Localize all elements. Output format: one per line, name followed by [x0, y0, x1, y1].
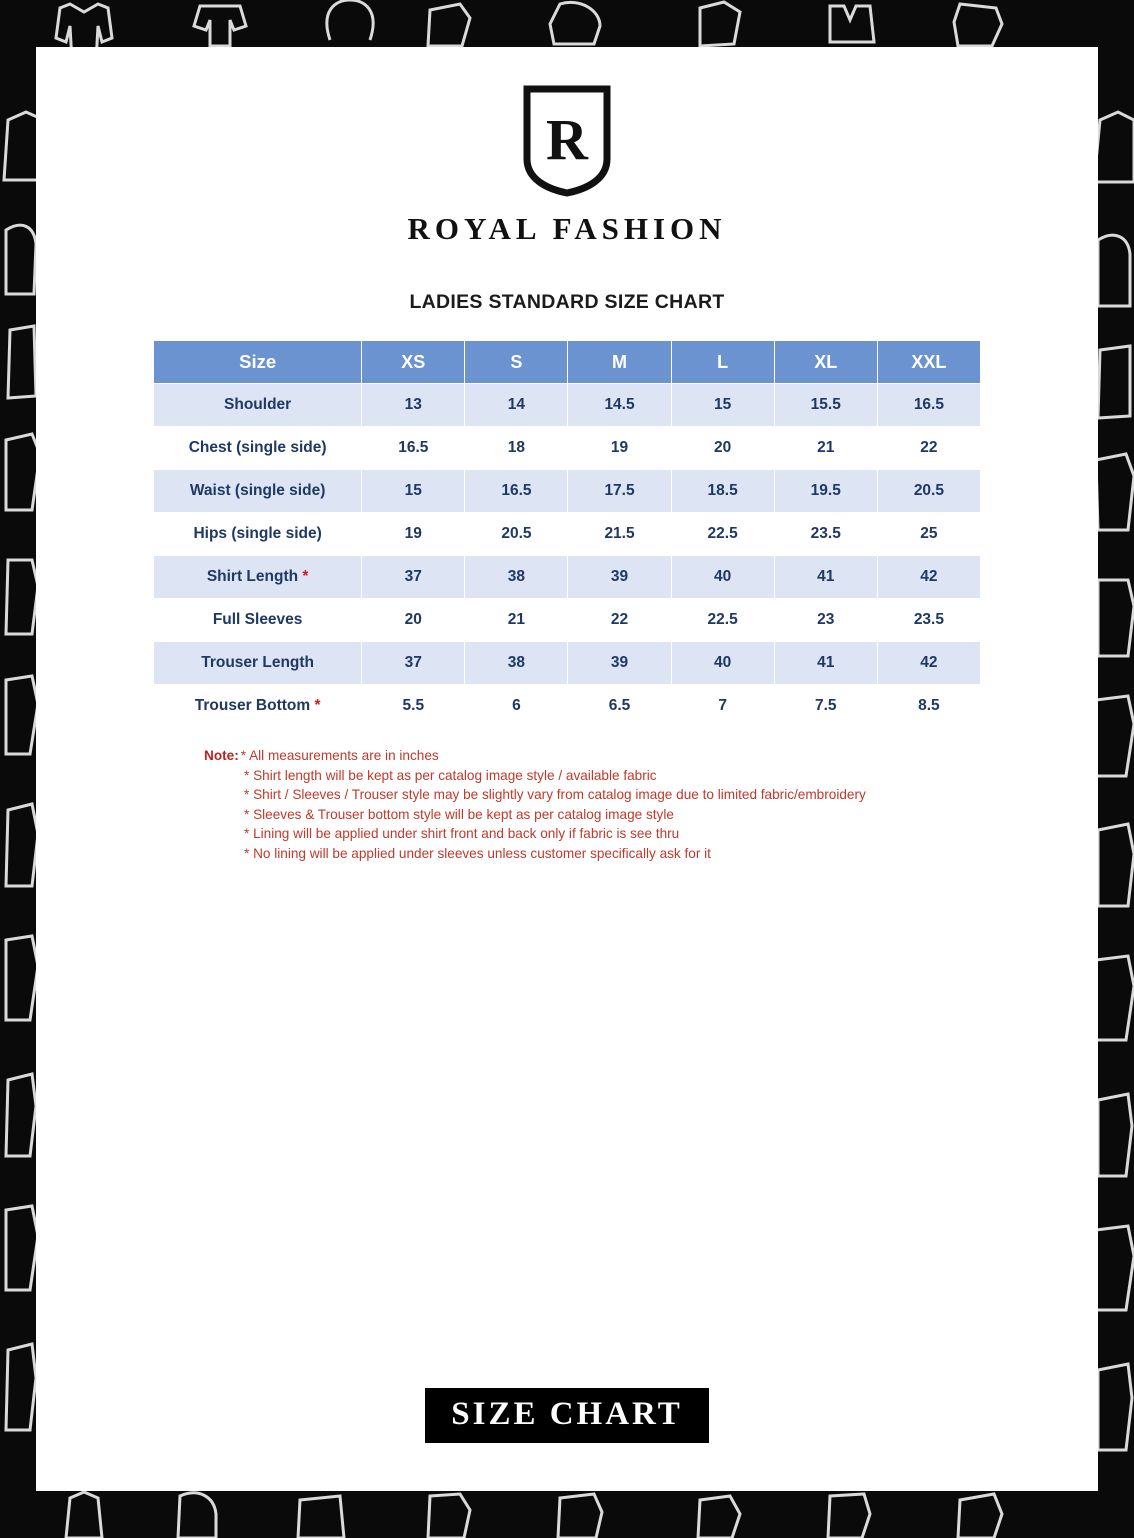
shield-crest-icon [519, 85, 615, 197]
row-label: Trouser Bottom * [154, 685, 362, 728]
page-title: LADIES STANDARD SIZE CHART [409, 291, 725, 313]
measurement-cell: 19 [362, 513, 465, 556]
note-line: * Shirt length will be kept as per catalog image style / available fabric [244, 767, 657, 783]
measurement-cell: 41 [774, 556, 877, 599]
table-header-l: L [671, 341, 774, 384]
measurement-cell: 19.5 [774, 470, 877, 513]
measurement-cell: 37 [362, 642, 465, 685]
table-row [154, 685, 981, 728]
measurement-cell: 8.5 [877, 685, 980, 728]
note-line [204, 746, 1098, 766]
measurement-cell: 15 [362, 470, 465, 513]
measurement-cell: 40 [671, 556, 774, 599]
measurement-cell: 39 [568, 556, 671, 599]
footer-banner-label: SIZE CHART [425, 1388, 708, 1443]
row-label: Hips (single side) [154, 513, 362, 556]
table-header-xs: XS [362, 341, 465, 384]
table-body [154, 384, 981, 728]
measurement-cell: 16.5 [877, 384, 980, 427]
measurement-cell: 20.5 [465, 513, 568, 556]
measurement-cell: 39 [568, 642, 671, 685]
table-row [154, 427, 981, 470]
measurement-cell: 40 [671, 642, 774, 685]
measurement-cell: 38 [465, 556, 568, 599]
measurement-cell: 22 [568, 599, 671, 642]
measurement-cell: 16.5 [465, 470, 568, 513]
table-header-size: Size [154, 341, 362, 384]
notes-block [204, 746, 1098, 863]
note-line: * Shirt / Sleeves / Trouser style may be slightly vary from catalog image due to limited fabric/embroidery [244, 787, 866, 802]
measurement-cell: 5.5 [362, 685, 465, 728]
row-label: Shirt Length * [154, 556, 362, 599]
size-table [153, 340, 981, 728]
row-label: Shoulder [154, 384, 362, 427]
table-row [154, 470, 981, 513]
measurement-cell: 18 [465, 427, 568, 470]
measurement-cell: 14.5 [568, 384, 671, 427]
brand-logo [36, 47, 1098, 247]
footer-banner [36, 1388, 1098, 1443]
crest-letter: R [546, 107, 588, 172]
size-chart-page [36, 47, 1098, 1491]
note-line: * No lining will be applied under sleeves unless customer specifically ask for it [244, 845, 711, 861]
measurement-cell: 42 [877, 642, 980, 685]
measurement-cell: 41 [774, 642, 877, 685]
note-line: * Lining will be applied under shirt front and back only if fabric is see thru [244, 826, 680, 841]
measurement-cell: 38 [465, 642, 568, 685]
measurement-cell: 20.5 [877, 470, 980, 513]
table-row [154, 513, 981, 556]
table-header-m: M [568, 341, 671, 384]
table-header-row [154, 341, 981, 384]
measurement-cell: 7.5 [774, 685, 877, 728]
measurement-cell: 21 [774, 427, 877, 470]
table-row [154, 556, 981, 599]
measurement-cell: 14 [465, 384, 568, 427]
measurement-cell: 21 [465, 599, 568, 642]
measurement-cell: 6.5 [568, 685, 671, 728]
measurement-cell: 37 [362, 556, 465, 599]
measurement-cell: 7 [671, 685, 774, 728]
table-row [154, 384, 981, 427]
measurement-cell: 18.5 [671, 470, 774, 513]
measurement-cell: 22.5 [671, 599, 774, 642]
measurement-cell: 23.5 [877, 599, 980, 642]
note-text: * All measurements are in inches [240, 748, 439, 763]
row-label: Chest (single side) [154, 427, 362, 470]
row-label: Trouser Length [154, 642, 362, 685]
measurement-cell: 25 [877, 513, 980, 556]
measurement-cell: 16.5 [362, 427, 465, 470]
row-label: Waist (single side) [154, 470, 362, 513]
size-table-wrapper [153, 340, 981, 728]
measurement-cell: 20 [362, 599, 465, 642]
measurement-cell: 22 [877, 427, 980, 470]
brand-name: ROYAL FASHION [407, 211, 727, 246]
measurement-cell: 23.5 [774, 513, 877, 556]
table-header-xl: XL [774, 341, 877, 384]
row-label: Full Sleeves [154, 599, 362, 642]
measurement-cell: 20 [671, 427, 774, 470]
measurement-cell: 13 [362, 384, 465, 427]
measurement-cell: 6 [465, 685, 568, 728]
table-header-xxl: XXL [877, 341, 980, 384]
notes-heading: Note: [204, 748, 239, 763]
measurement-cell: 19 [568, 427, 671, 470]
measurement-cell: 23 [774, 599, 877, 642]
measurement-cell: 22.5 [671, 513, 774, 556]
table-header-s: S [465, 341, 568, 384]
table-row [154, 642, 981, 685]
asterisk-icon: * [298, 568, 309, 585]
asterisk-icon: * [310, 697, 321, 714]
measurement-cell: 42 [877, 556, 980, 599]
measurement-cell: 17.5 [568, 470, 671, 513]
measurement-cell: 15.5 [774, 384, 877, 427]
note-line: * Sleeves & Trouser bottom style will be kept as per catalog image style [244, 806, 674, 822]
measurement-cell: 15 [671, 384, 774, 427]
measurement-cell: 21.5 [568, 513, 671, 556]
table-row [154, 599, 981, 642]
